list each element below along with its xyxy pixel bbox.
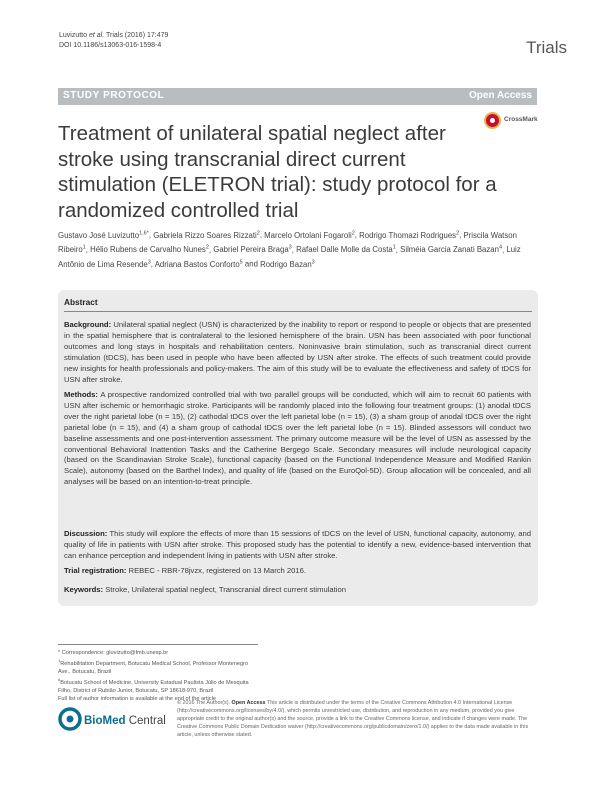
header-authors: Luvizutto [59, 32, 88, 39]
author: Rodrigo Thomazi Rodrigues$^2$ [359, 230, 460, 240]
header-journal-ref: Trials (2016) 17:479 [106, 32, 169, 39]
crossmark-label: CrossMark [504, 116, 538, 123]
crossmark-icon [484, 112, 501, 129]
author: Rodrigo Bazan$^3$ [260, 259, 315, 269]
author: Gabriel Pereira Braga$^3$ [213, 244, 292, 255]
abstract-keywords: Keywords: Stroke, Unilateral spatial neglect, Transcranial direct current stimulation [64, 585, 346, 594]
citation-line [59, 31, 168, 41]
author: Luiz Antônio de Lima Resende$^3$ [58, 245, 521, 269]
author: Rafael Dalle Molle da Costa$^1$ [296, 244, 396, 255]
abstract-discussion: Discussion: This study will explore the effects of more than 15 sessions of tDCS on the level of USN, functional capacity, autonomy, and quality of life in patients with USN after stroke. This proposed study has the potential to identify a new, evidence-based intervention that can enhance perception and independent living in patients with USN after stroke. [64, 529, 531, 560]
correspondence: * Correspondence: gluvizutto@fmb.unesp.br [58, 650, 169, 656]
abstract-box [58, 290, 538, 606]
publisher-name: BioMed Central [84, 715, 166, 727]
article-type-band [58, 88, 537, 105]
abstract-methods: Methods: A prospective randomized controlled trial with two parallel groups will be conducted, which will aim to recruit 60 patients with USN after ischemic or hemorrhagic stroke. Participants will be randomly placed into the following four treatment groups: (1) anodal tDCS over the right parietal lobe (n = 15), (2) cathodal tDCS over the left parietal lobe (n = 15), (3) a sham group of anodal tDCS over the right parietal lobe (n = 15), and (4) a sham group of cathodal tDCS over the left parietal lobe (n = 15). Blinded assessors will conduct two baseline assessments and one post-intervention assessment. The primary outcome measure will be the level of USN as assessed by the conventional Behavioral Inattention Tasks and the Catherine Bergego Scale. Secondary measures will include neurological capacity (based on the Scandinavian Stroke Scale), functional capacity (based on the Functional Independence Measure and Modified Rankin Scale), autonomy (based on the Barthel Index), and quality of life (based on the EuroQol-5D). Group allocation will be concealed, and all analyses will be based on an intention-to-treat principle. [64, 390, 531, 487]
affiliation: $^6$Botucatu School of Medicine, University Estadual Paulista Júlio de Mesquita Filho, District of Rubião Junior, Botucatu, SP 18618-970, Brazil [58, 676, 249, 694]
biomed-central-icon [58, 707, 82, 731]
author-list: Gustavo José Luvizutto$^{1,6*}$, Gabriela Rizzo Soares Rizzati$^2$, Marcelo Ortolani Fogaroli$^2$, Rodrigo Thomazi Rodrigues$^2$, Priscila Watson Ribeiro$^1$, Hélio Rubens de Carvalho Nunes$^2$, Gabriel Pereira Braga$^3$, Rafael Dalle Molle da Costa$^1$, Silméia Garcia Zanati Bazan$^4$, Luiz Antônio de Lima Resende$^3$, Adriana Bastos Conforto$^5$ and Rodrigo Bazan$^3$ [58, 230, 521, 269]
crossmark-badge[interactable] [484, 112, 540, 134]
author-info-note: Full list of author information is available at the end of the article [58, 695, 216, 702]
biomed-central-logo [58, 707, 178, 737]
authors-and: and [244, 259, 258, 269]
running-header [59, 31, 168, 51]
affiliation: $^1$Rehabilitation Department, Botucatu Medical School, Professor Montenegro Ave., Botucatu, Brazil [58, 658, 249, 675]
author: Marcelo Ortolani Fogaroli$^2$ [264, 230, 355, 240]
footnotes [58, 644, 258, 703]
abstract-background: Background: Unilateral spatial neglect (USN) is characterized by the inability to report or respond to people or objects that are presented in the spatial hemisphere that is contralateral to the lesioned hemisphere of the brain. USN has been associated with poor functional outcomes and long stays in hospitals and rehabilitation centers. Noninvasive brain stimulation, such as transcranial direct current stimulation (tDCS), has been used in people who have been affected by USN after stroke. The effects of such treatment could provide new insights for health professionals and policy-makers. The aim of this study will be to evaluate the effectiveness and safety of tDCS for USN after stroke. [64, 320, 531, 384]
author: Gabriela Rizzo Soares Rizzati$^2$ [153, 230, 260, 240]
author: Gustavo José Luvizutto$^{1,6*}$ [58, 230, 149, 240]
author: Adriana Bastos Conforto$^5$ [154, 259, 243, 269]
author: Silméia Garcia Zanati Bazan$^4$ [400, 244, 503, 255]
article-type-label: STUDY PROTOCOL [63, 90, 165, 101]
license-text: © 2016 The Author(s). Open Access This article is distributed under the terms of the Creative Commons Attribution 4.0 International License (http://creativecommons.org/licenses/by/4.0/), which permits unrestricted use, distribution, and reproduction in any medium, provided you give appropriate credit to the original author(s) and the source, provide a link to the Creative Commons license, and indicate if changes were made. The Creative Commons Public Domain Dedication waiver (http://creativecommons.org/publicdomain/zero/1.0/) applies to the data made available in this article, unless otherwise stated. [177, 700, 529, 739]
journal-name: Trials [526, 38, 567, 57]
header-etal: et al. [88, 32, 105, 39]
open-access-label: Open Access [469, 90, 532, 101]
article-title: Treatment of unilateral spatial neglect after stroke using transcranial direct current stimulation (ELETRON trial): study protocol for a randomized controlled trial [58, 122, 497, 222]
abstract-trial-registration: Trial registration: REBEC - RBR-78jvzx, registered on 13 March 2016. [64, 566, 307, 575]
abstract-heading: Abstract [64, 297, 98, 307]
abstract-divider [64, 311, 532, 312]
author: Priscila Watson Ribeiro$^1$ [58, 230, 517, 255]
author: Hélio Rubens de Carvalho Nunes$^2$ [90, 244, 209, 255]
doi: DOI 10.1186/s13063-016-1598-4 [59, 42, 162, 49]
